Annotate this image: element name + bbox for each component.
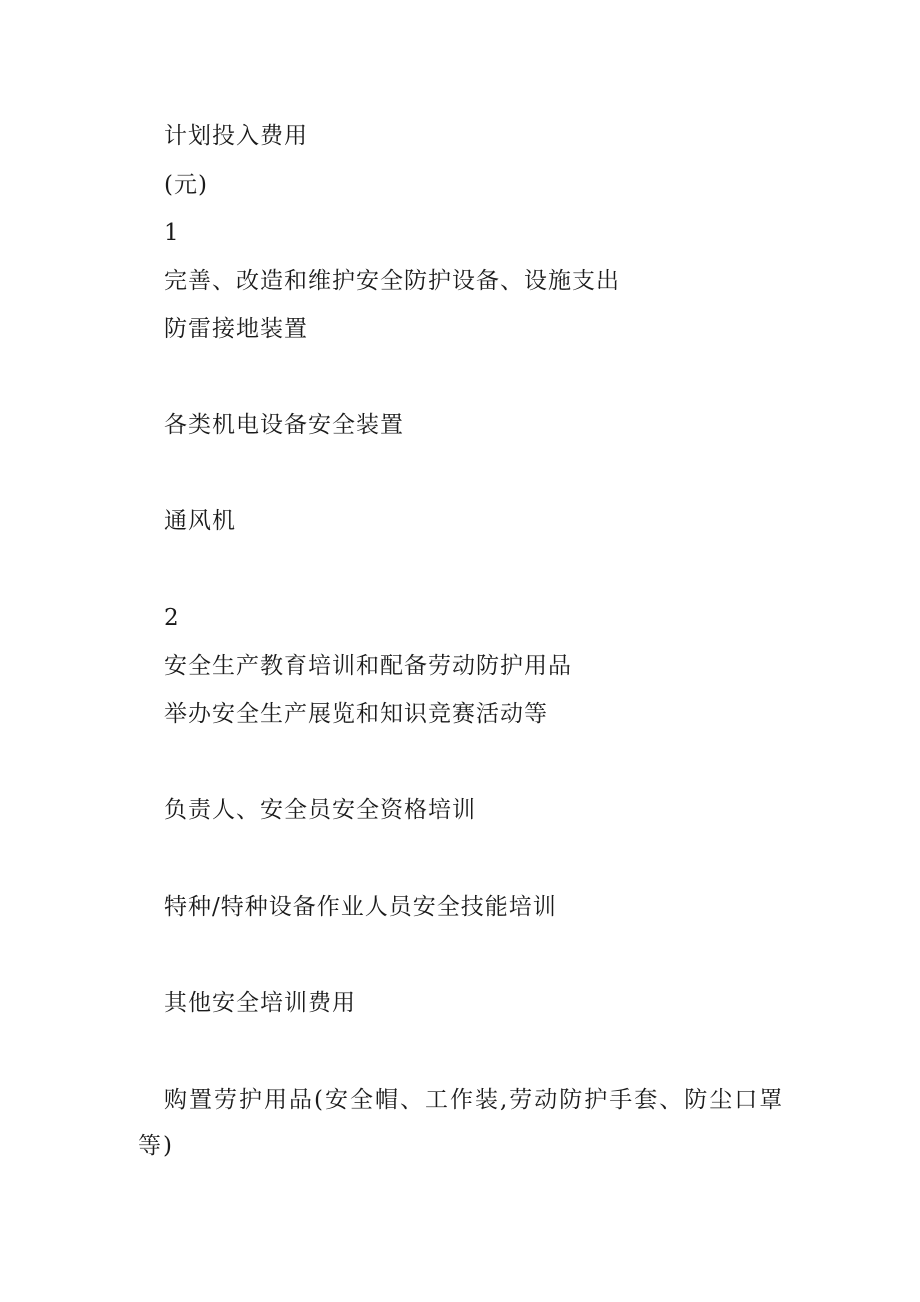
item-lightning-grounding: 防雷接地装置 (164, 316, 308, 342)
item-ventilator: 通风机 (164, 508, 236, 534)
section-number-2: 2 (164, 605, 180, 631)
item-special-skill-training: 特种/特种设备作业人员安全技能培训 (164, 894, 557, 920)
section-title-1: 完善、改造和维护安全防护设备、设施支出 (164, 268, 620, 294)
section-title-2: 安全生产教育培训和配备劳动防护用品 (164, 653, 572, 679)
header-planned-cost: 计划投入费用 (164, 123, 308, 149)
header-unit: (元) (164, 172, 208, 198)
item-other-training: 其他安全培训费用 (164, 990, 356, 1016)
item-protective-equipment: 购置劳护用品(安全帽、工作装,劳动防护手套、防尘口罩等) (138, 1087, 785, 1159)
item-qualification-training: 负责人、安全员安全资格培训 (164, 797, 476, 823)
item-electromechanical-safety: 各类机电设备安全装置 (164, 412, 404, 438)
item-exhibition-contest: 举办安全生产展览和知识竞赛活动等 (164, 701, 548, 727)
section-number-1: 1 (164, 220, 180, 246)
